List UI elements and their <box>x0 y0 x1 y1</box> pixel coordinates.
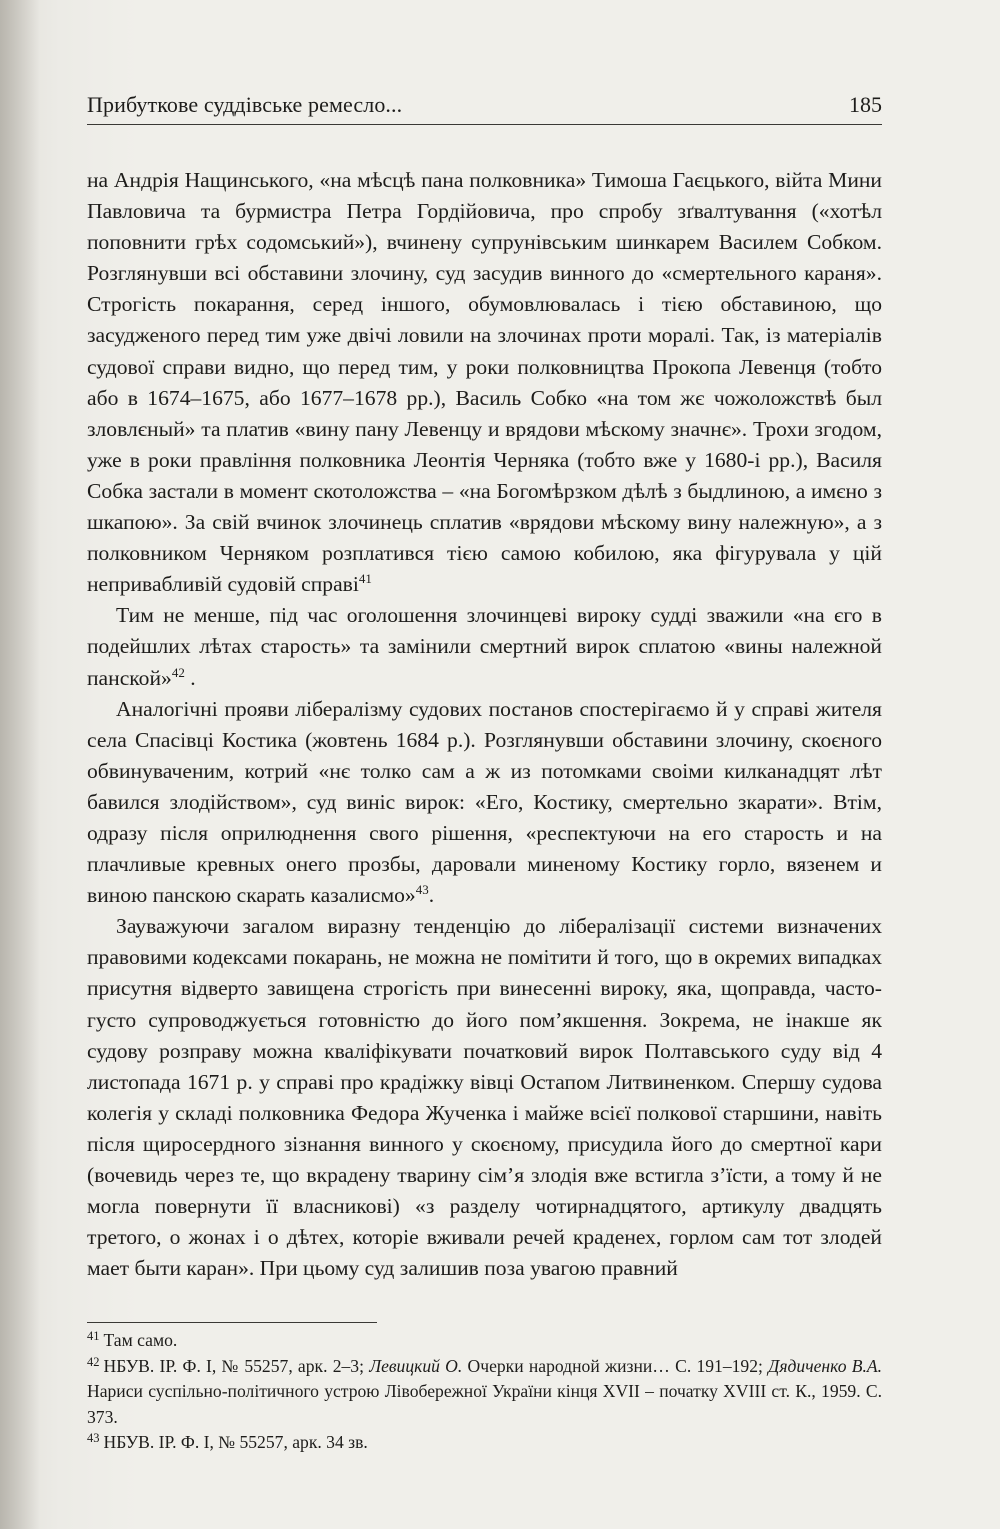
footnote-42 <box>87 1354 882 1431</box>
paragraph-text: на Андрія Нащинського, «на мѣсцѣ пана полковника» Тимоша Гаєцького, війта Мини Павловича та бурмистра Петра Гордійовича, про спробу зґвалтування («хотѣл поповнити грѣх содомський»), вчинену супрунівським шинкарем Василем Собком. Розглянувши всі обставини злочину, суд засудив винного до «смертельного караня». Строгість покарання, серед іншого, обумовлювалась і тією обставиною, що засудженого перед тим уже двічі ловили на злочинах проти моралі. Так, із матеріалів судової справи видно, що перед тим, у роки полковництва Прокопа Левенця (тобто або в 1674–1675, або 1677–1678 рр.), Василь Собко «на том жє чожоложствѣ был зловлєный» та платив «вину пану Левенцу и врядови мѣскому значнє». Трохи згодом, уже в роки правління полковника Леонтія Черняка (тобто вже у 1680-і рр.), Василя Собка застали в момент скотоложства – «на Богомѣрзком дѣлѣ з быдлиною, а имєно з шкапою». За свій вчинок злочинець сплатив «врядови мѣскому вину належную», а з полковником Черняком розплатився тією самою кобилою, яка фігурувала у цій непривабливій судовій справі <box>87 168 882 597</box>
footnote-number: 42 <box>87 1354 100 1369</box>
footnote-43 <box>87 1430 882 1456</box>
main-text <box>87 165 882 1284</box>
footnote-number: 41 <box>87 1329 100 1343</box>
paragraph <box>87 600 882 693</box>
paragraph <box>87 165 882 600</box>
page-number: 185 <box>849 92 882 117</box>
running-title: Прибуткове суддівське ремесло... <box>87 92 403 117</box>
paragraph <box>87 694 882 912</box>
footnote-ref-43: 43 <box>415 882 429 898</box>
footnotes <box>87 1328 882 1456</box>
paragraph-end: . <box>190 665 196 690</box>
footnote-text: НБУВ. ІР. Ф. І, № 55257, арк. 2–3; <box>103 1355 370 1376</box>
footnote-divider <box>87 1322 377 1323</box>
footnote-ref-42: 42 <box>171 664 185 680</box>
footnote-text: Там само. <box>103 1330 178 1350</box>
paragraph-text: Тим не менше, під час оголошення злочинцеві вироку судді зважили «на єго в подейшлих лѣтах старость» та замінили смертний вирок сплатою «вины належной панской» <box>87 603 882 690</box>
footnote-number: 43 <box>87 1431 100 1446</box>
paragraph-end: . <box>428 883 435 908</box>
footnote-ref-41: 41 <box>358 571 372 587</box>
paragraph-text: Аналогічні прояви лібералізму судових постанов спостерігаємо й у справі жителя села Спасівці Костика (жовтень 1684 р.). Розглянувши обставини злочину, скоєного обвинуваченим, котрий «нє толко сам а ж из потомками своіми килканадцят лѣт бавился злодійством», суд виніс вирок: «Его, Костику, смертельно зкарати». Втім, одразу після оприлюднення свого рішення, «респектуючи на его старость и на плачливые кревных онего прозбы, даровали миненому Костику горло, вязенем и виною панскою скарать казалисмо» <box>87 696 882 908</box>
footnote-text: Очерки народной жизни… С. 191–192; <box>462 1355 769 1376</box>
binding-shadow <box>0 0 40 1529</box>
footnote-text: НБУВ. ІР. Ф. І, № 55257, арк. 34 зв. <box>103 1432 368 1453</box>
footnote-41 <box>87 1328 882 1354</box>
paragraph: Зауважуючи загалом виразну тенденцію до лібералізації системи визначених правовими кодексами покарань, не можна не помітити й того, що в окремих випадках присутня відверто завищена строгість при винесенні вироку, яка, щоправда, часто-густо супроводжується готовністю до його пом’якшення. Зокрема, не інакше як судову розправу можна кваліфікувати початковий вирок Полтавського суду від 4 листопада 1671 р. у справі про крадіжку вівці Остапом Литвиненком. Спершу судова колегія у складі полковника Федора Жученка і майже всієї полкової старшини, навіть після щиросердного зізнання винного у скоєному, присудила його до смертної кари (вочевидь через те, що вкрадену тварину сім’я злодія вже встигла з’їсти, а тому й не могла повернути її власникові) «з разделу чотирнадцятого, артикулу двадцять третого, о жонах і о дѣтех, которіе вживали речей краденех, горлом сам тот злодей мает быти каран». При цьому суд залишив поза увагою правний <box>87 914 882 1281</box>
footnote-author: Левицкий О. <box>369 1355 463 1376</box>
page-header <box>87 88 882 125</box>
footnote-author: Дядиченко В.А. <box>768 1355 882 1376</box>
footnote-text: Нариси суспільно-політичного устрою Лівобережної України кінця XVII – початку XVIII ст. К., 1959. С. 373. <box>87 1381 882 1427</box>
